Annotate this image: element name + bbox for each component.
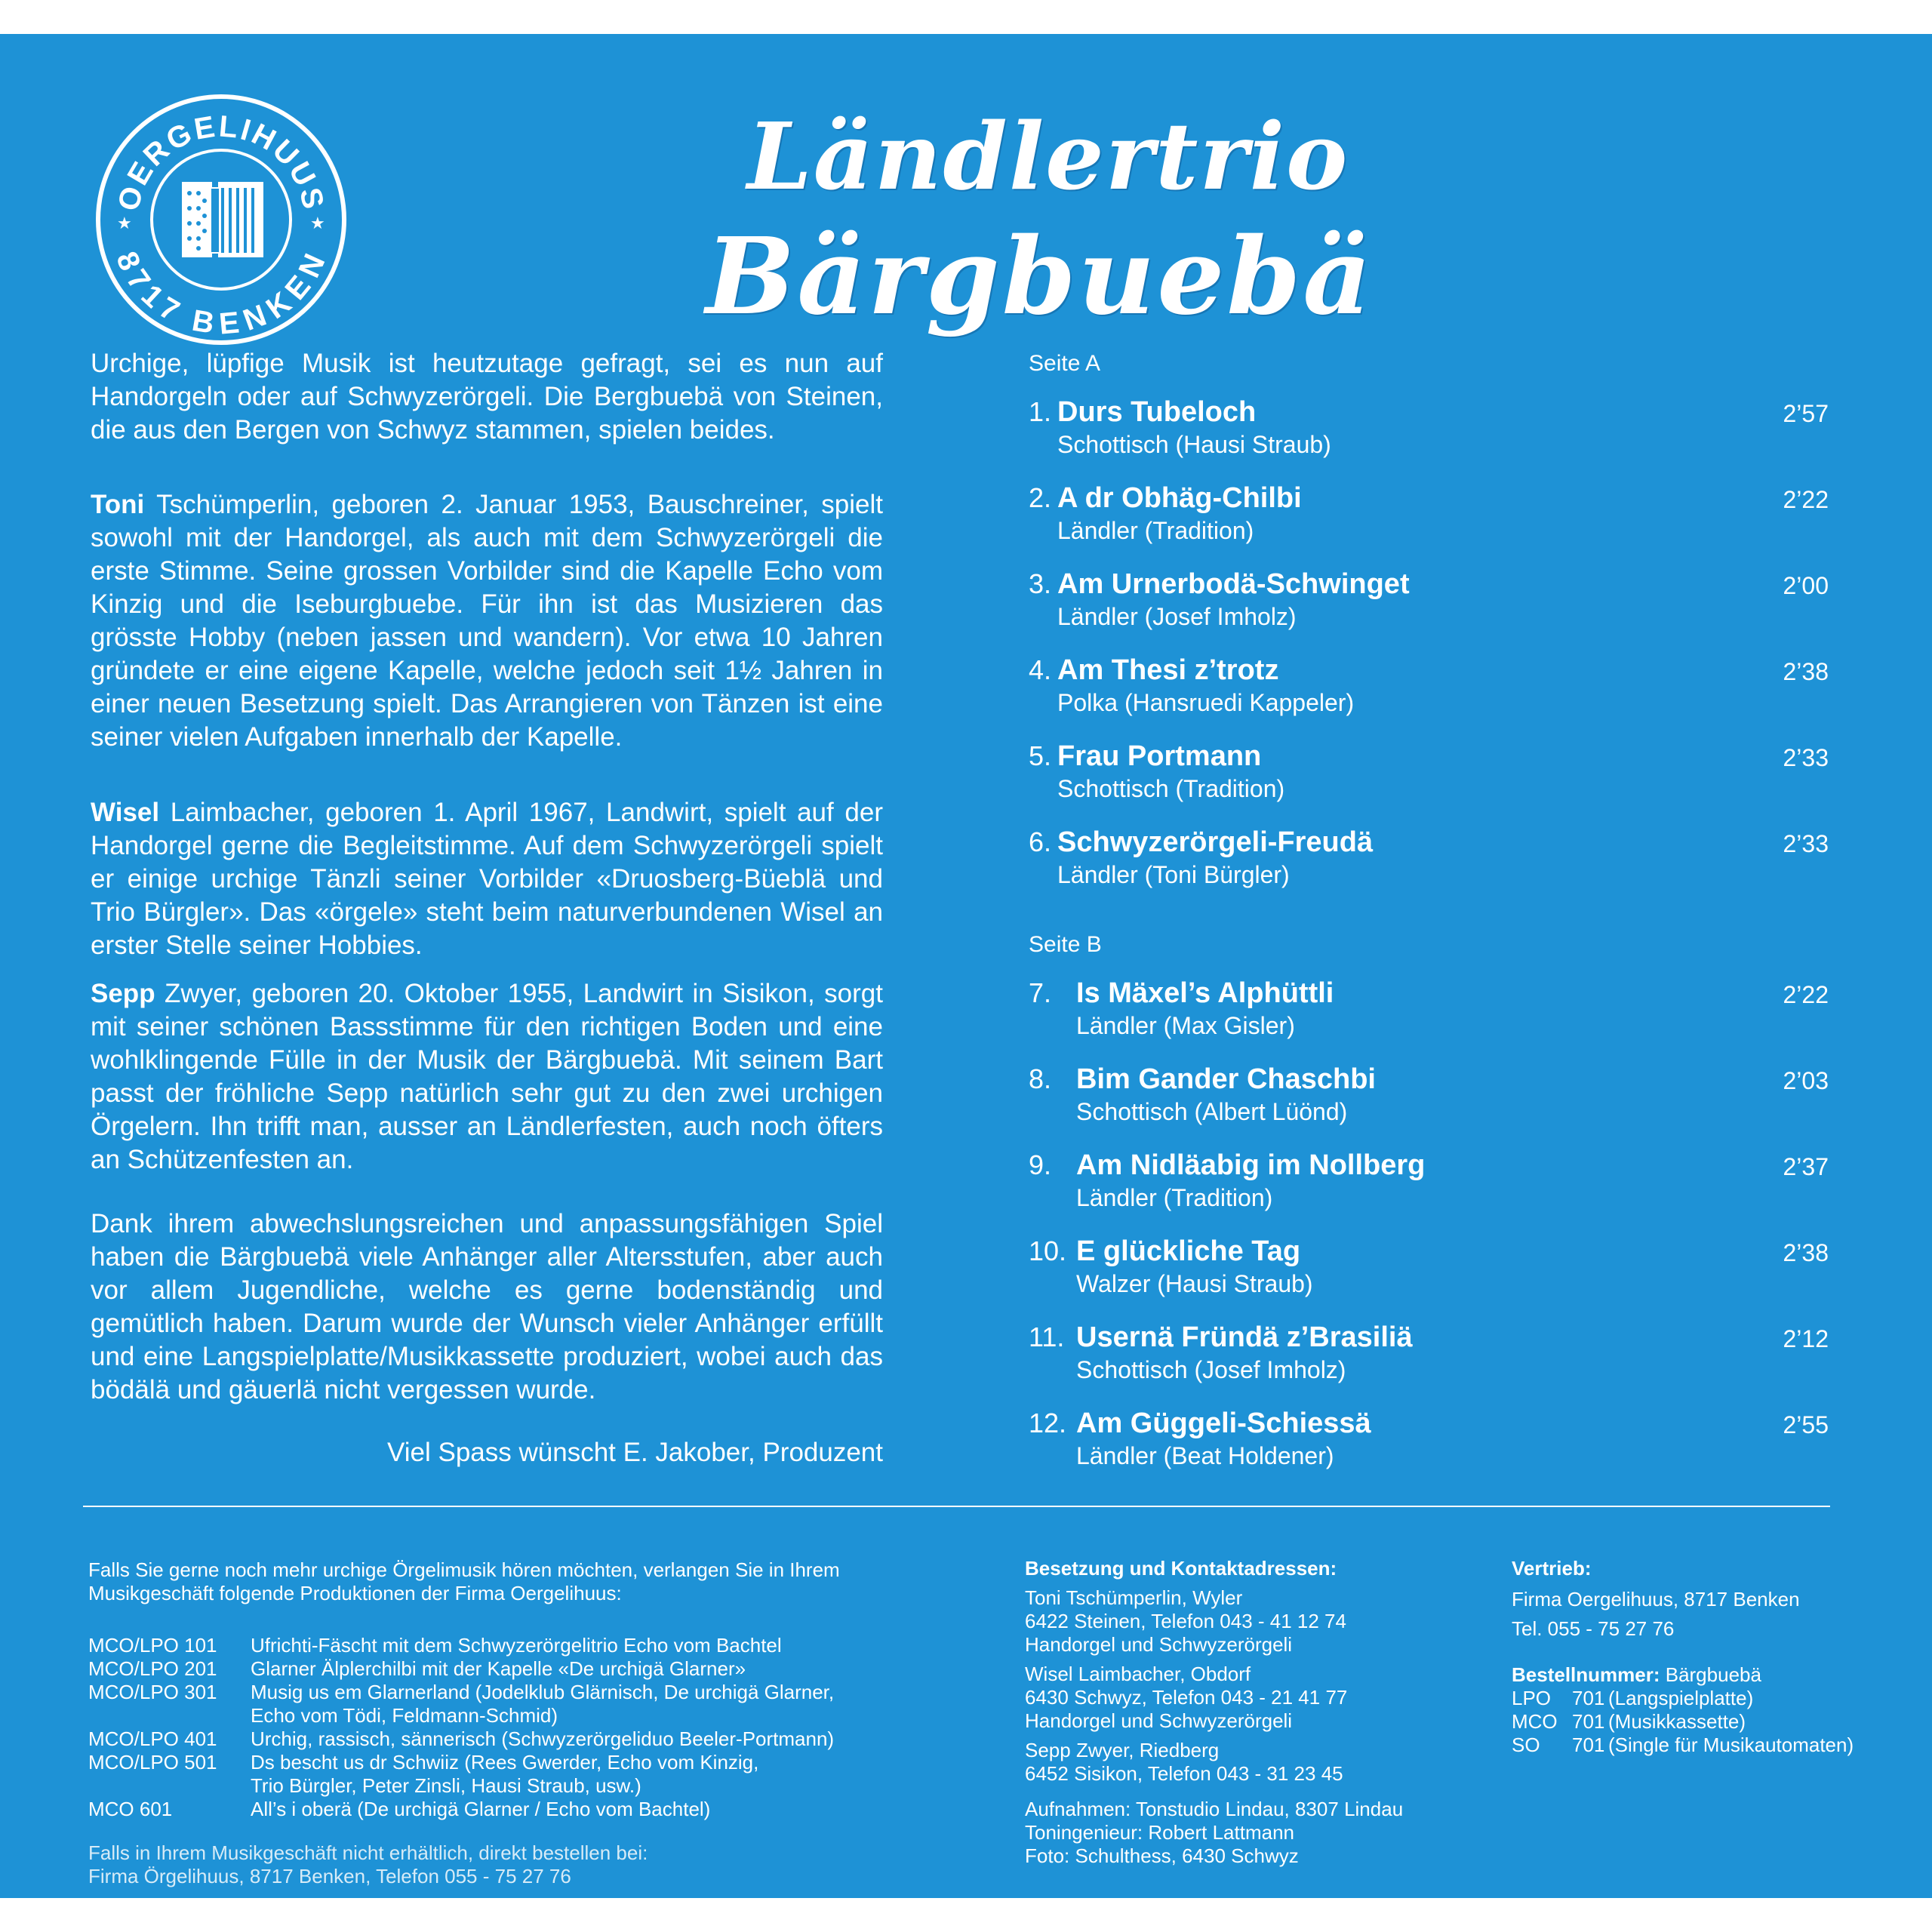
- production-title: Echo vom Tödi, Feldmann-Schmid): [251, 1704, 558, 1727]
- track-number: 10.: [1029, 1235, 1067, 1266]
- track-title: Am Güggeli-Schiessä: [1076, 1407, 1371, 1439]
- productions-intro: [88, 1558, 840, 1605]
- track-number: 2.: [1029, 482, 1052, 513]
- track-credit: Schottisch (Hausi Straub): [1057, 431, 1331, 458]
- productions-intro-line: Falls Sie gerne noch mehr urchige Örgelimusik hören möchten, verlangen Sie in Ihrem: [88, 1558, 840, 1581]
- credit-line: Foto: Schulthess, 6430 Schwyz: [1025, 1844, 1299, 1867]
- distribution-line: Firma Oergelihuus, 8717 Benken: [1512, 1588, 1800, 1611]
- track-number: 3.: [1029, 568, 1052, 599]
- producer-signature: Viel Spass wünscht E. Jakober, Produzent: [387, 1438, 883, 1467]
- contact-line: 6452 Sisikon, Telefon 043 - 31 23 45: [1025, 1762, 1343, 1785]
- order-number-name: Bärgbuebä: [1660, 1663, 1761, 1686]
- track-number: 8.: [1029, 1063, 1052, 1094]
- production-code: MCO/LPO 101: [88, 1634, 217, 1657]
- production-code: MCO/LPO 401: [88, 1727, 217, 1750]
- track-duration: 2’22: [1783, 486, 1829, 513]
- track-duration: 2’00: [1783, 572, 1829, 599]
- productions-intro-line: Musikgeschäft folgende Produktionen der Firma Oergelihuus:: [88, 1582, 622, 1604]
- track-title: A dr Obhäg-Chilbi: [1057, 482, 1302, 514]
- production-code: MCO/LPO 201: [88, 1657, 217, 1680]
- format-description: (Musikkassette): [1608, 1710, 1746, 1733]
- contact-line: 6422 Steinen, Telefon 043 - 41 12 74: [1025, 1610, 1346, 1632]
- order-number-heading: Bestellnummer:: [1512, 1663, 1660, 1686]
- title-line-2: Bärgbuebä: [706, 215, 1374, 339]
- order-note: [88, 1841, 648, 1888]
- side-b-label: Seite B: [1029, 932, 1102, 957]
- musician-name: Toni: [91, 490, 145, 519]
- track-number: 9.: [1029, 1149, 1052, 1180]
- credit-line: Toningenieur: Robert Lattmann: [1025, 1821, 1295, 1844]
- track-credit: Ländler (Tradition): [1076, 1184, 1273, 1211]
- musician-name: Wisel: [91, 798, 160, 827]
- track-number: 4.: [1029, 654, 1052, 685]
- track-duration: 2’37: [1783, 1153, 1829, 1180]
- contact-block: [1025, 1557, 1403, 1868]
- svg-text:★: ★: [310, 214, 325, 232]
- sepp-text: Zwyer, geboren 20. Oktober 1955, Landwirt in Sisikon, sorgt mit seiner schönen Bassstimme für den richtigen Boden und eine wohlklingende Fülle in der Musik der Bärgbuebä. Mit seinem Bart passt der fröhliche Sepp natürlich sehr gut zu den zwei urchigen Örgelern. Ihn trifft man, ausser an Ländlerfesten, auch noch öfters an Schützenfesten an.: [91, 979, 883, 1174]
- production-title: Glarner Älplerchilbi mit der Kapelle «De urchigä Glarner»: [251, 1657, 746, 1680]
- order-number-row: [1512, 1687, 1800, 1710]
- track-title: Frau Portmann: [1057, 740, 1262, 772]
- svg-text:★: ★: [117, 214, 132, 232]
- production-code: MCO/LPO 301: [88, 1681, 217, 1703]
- order-number-row: [1512, 1734, 1854, 1757]
- distribution-line: Tel. 055 - 75 27 76: [1512, 1617, 1675, 1640]
- logo-top-text: OERGELIHUUS: [112, 109, 331, 214]
- format-description: (Langspielplatte): [1608, 1687, 1754, 1709]
- production-title: Urchig, rassisch, sännerisch (Schwyzerörgeliduo Beeler-Portmann): [251, 1727, 835, 1750]
- track-duration: 2’03: [1783, 1067, 1829, 1094]
- track-number: 7.: [1029, 977, 1052, 1008]
- track-credit: Walzer (Hausi Straub): [1076, 1270, 1313, 1297]
- track-number: 11.: [1029, 1321, 1065, 1352]
- track-title: Bim Gander Chaschbi: [1076, 1063, 1376, 1095]
- format-code: SO: [1512, 1734, 1540, 1756]
- format-code: MCO: [1512, 1710, 1558, 1733]
- accordion-icon: [182, 182, 263, 257]
- format-code: LPO: [1512, 1687, 1552, 1709]
- track-title: Durs Tubeloch: [1057, 396, 1257, 428]
- track-title: Am Nidläabig im Nollberg: [1076, 1149, 1426, 1181]
- production-title: All’s i oberä (De urchigä Glarner / Echo vom Bachtel): [251, 1798, 711, 1820]
- format-description: (Single für Musikautomaten): [1608, 1734, 1854, 1756]
- wisel-paragraph: [91, 796, 883, 962]
- track-credit: Schottisch (Tradition): [1057, 775, 1285, 802]
- contact-line: Wisel Laimbacher, Obdorf: [1025, 1663, 1251, 1685]
- order-number-row: [1512, 1710, 1800, 1734]
- track-credit: Ländler (Beat Holdener): [1076, 1442, 1334, 1469]
- catalog-number: 701: [1572, 1710, 1605, 1733]
- credit-line: Aufnahmen: Tonstudio Lindau, 8307 Lindau: [1025, 1798, 1404, 1820]
- toni-paragraph: [91, 488, 883, 754]
- track-credit: Ländler (Max Gisler): [1076, 1012, 1295, 1039]
- title-line-1: Ländlertrio: [747, 102, 1349, 211]
- oergelihuus-logo: [93, 91, 349, 348]
- sepp-paragraph: [91, 977, 883, 1177]
- track-number: 6.: [1029, 826, 1052, 857]
- track-title: Am Thesi z’trotz: [1057, 654, 1279, 686]
- production-title: Trio Bürgler, Peter Zinsli, Hausi Straub, usw.): [251, 1774, 641, 1797]
- contact-line: Handorgel und Schwyzerörgeli: [1025, 1633, 1293, 1656]
- album-back-cover: [0, 34, 1932, 1898]
- track-credit: Ländler (Toni Bürgler): [1057, 861, 1290, 888]
- order-note-line: Firma Örgelihuus, 8717 Benken, Telefon 055 - 75 27 76: [88, 1865, 571, 1887]
- track-duration: 2’33: [1783, 744, 1829, 771]
- track-duration: 2’33: [1783, 830, 1829, 857]
- contact-line: Sepp Zwyer, Riedberg: [1025, 1739, 1220, 1761]
- track-number: 5.: [1029, 740, 1052, 771]
- track-title: E glückliche Tag: [1076, 1235, 1301, 1267]
- track-duration: 2’22: [1783, 981, 1829, 1008]
- track-number: 1.: [1029, 396, 1052, 427]
- track-title: Usernä Fründä z’Brasiliä: [1076, 1321, 1413, 1353]
- track-title: Schwyzerörgeli-Freudä: [1057, 826, 1374, 858]
- track-credit: Schottisch (Josef Imholz): [1076, 1356, 1346, 1383]
- production-title: Ufrichti-Fäscht mit dem Schwyzerörgelitrio Echo vom Bachtel: [251, 1634, 782, 1657]
- catalog-number: 701: [1572, 1734, 1605, 1756]
- track-credit: Schottisch (Albert Lüönd): [1076, 1098, 1348, 1125]
- track-duration: 2’55: [1783, 1411, 1829, 1438]
- track-duration: 2’12: [1783, 1325, 1829, 1352]
- catalog-number: 701: [1572, 1687, 1605, 1709]
- track-duration: 2’38: [1783, 658, 1829, 685]
- toni-text: Tschümperlin, geboren 2. Januar 1953, Bauschreiner, spielt sowohl mit der Handorgel, als auch mit dem Schwyzerörgeli die erste Stimme. Seine grossen Vorbilder sind die Kapelle Echo vom Kinzig und die Iseburgbuebe. Für ihn ist das Musizieren das grösste Hobby (neben jassen und wandern). Vor etwa 10 Jahren gründete er eine eigene Kapelle, welche jedoch seit 1½ Jahren in einer neuen Besetzung spielt. Das Arrangieren von Tänzen ist eine seiner vielen Aufgaben innerhalb der Kapelle.: [91, 490, 883, 752]
- distribution-heading: Vertrieb:: [1512, 1557, 1592, 1580]
- intro-paragraph: Urchige, lüpfige Musik ist heutzutage gefragt, sei es nun auf Handorgeln oder auf Schwyzerörgeli. Die Bergbuebä von Steinen, die aus den Bergen von Schwyz stammen, spielen beides.: [91, 349, 883, 445]
- production-code: MCO 601: [88, 1798, 173, 1820]
- order-note-line: Falls in Ihrem Musikgeschäft nicht erhältlich, direkt bestellen bei:: [88, 1841, 648, 1864]
- logo-bottom-text: 8717 BENKEN: [109, 247, 333, 341]
- track-credit: Ländler (Josef Imholz): [1057, 603, 1297, 630]
- svg-text:8717 BENKEN: [109, 247, 333, 340]
- track-credit: Ländler (Tradition): [1057, 517, 1254, 544]
- production-title: Ds bescht us dr Schwiiz (Rees Gwerder, Echo vom Kinzig,: [251, 1751, 759, 1774]
- side-a-label: Seite A: [1029, 351, 1101, 376]
- contact-line: Handorgel und Schwyzerörgeli: [1025, 1709, 1293, 1732]
- order-number-line: [1512, 1663, 1800, 1687]
- order-number-list: [1512, 1687, 1854, 1757]
- track-duration: 2’57: [1783, 400, 1829, 427]
- wisel-text: Laimbacher, geboren 1. April 1967, Landwirt, spielt auf der Handorgel gerne die Begleitstimme. Auf dem Schwyzerörgeli spielt er einige urchige Tänzli seiner Vorbilder «Druosberg-Büeblä und Trio Bürgler». Das «örgele» steht beim naturverbundenen Wisel an erster Stelle seiner Hobbies.: [91, 798, 883, 960]
- contact-heading: Besetzung und Kontaktadressen:: [1025, 1557, 1337, 1580]
- track-credit: Polka (Hansruedi Kappeler): [1057, 689, 1355, 716]
- distribution-block: [1512, 1557, 1854, 1757]
- divider: [83, 1506, 1830, 1507]
- logo-seal: [93, 91, 349, 348]
- track-title: Am Urnerbodä-Schwinget: [1057, 568, 1410, 600]
- closing-paragraph: Dank ihrem abwechslungsreichen und anpassungsfähigen Spiel haben die Bärgbuebä viele Anhänger aller Altersstufen, aber auch vor allem Jugendliche, welche es gerne bodenständig und gemütlich haben. Darum wurde der Wunsch vieler Anhänger erfüllt und eine Langspielplatte/Musikkassette produziert, wobei auch das bödälä und gäuerlä nicht vergessen wurde.: [91, 1209, 883, 1404]
- track-number: 12.: [1029, 1407, 1067, 1438]
- contact-line: Toni Tschümperlin, Wyler: [1025, 1586, 1243, 1609]
- contact-line: 6430 Schwyz, Telefon 043 - 21 41 77: [1025, 1686, 1348, 1709]
- production-title: Musig us em Glarnerland (Jodelklub Glärnisch, De urchigä Glarner,: [251, 1681, 835, 1703]
- musician-name: Sepp: [91, 979, 155, 1008]
- track-title: Is Mäxel’s Alphüttli: [1076, 977, 1334, 1009]
- production-code: MCO/LPO 501: [88, 1751, 217, 1774]
- track-duration: 2’38: [1783, 1239, 1829, 1266]
